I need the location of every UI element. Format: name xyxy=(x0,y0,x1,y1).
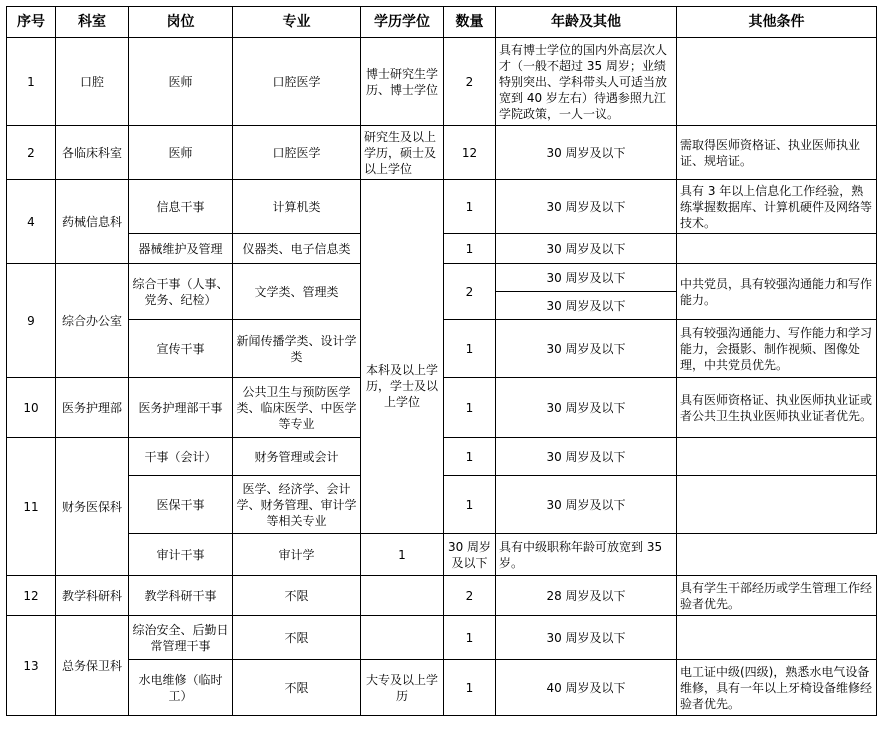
cell-num: 1 xyxy=(444,476,496,534)
cell-age: 28 周岁及以下 xyxy=(496,576,677,616)
cell-dept: 医务护理部 xyxy=(56,378,129,438)
table-row xyxy=(7,576,877,616)
shared-edu-text: 本科及以上学历，学士及以上学位 xyxy=(365,363,438,409)
cell-other: 具有学生干部经历或学生管理工作经验者优先。 xyxy=(677,576,877,616)
cell-other: 具有中级职称年龄可放宽到 35 岁。 xyxy=(496,534,677,576)
table-row xyxy=(7,660,877,716)
cell-major: 不限 xyxy=(233,616,361,660)
cell-major: 口腔医学 xyxy=(233,126,361,180)
header-cell: 科室 xyxy=(56,7,129,38)
cell-major: 审计学 xyxy=(233,534,361,576)
cell-other xyxy=(677,234,877,264)
cell-age: 40 周岁及以下 xyxy=(496,660,677,716)
cell-num: 1 xyxy=(444,320,496,378)
cell-no: 2 xyxy=(7,126,56,180)
header-cell: 其他条件 xyxy=(677,7,877,38)
header-cell: 序号 xyxy=(7,7,56,38)
cell-other: 具有较强沟通能力、写作能力和学习能力，会摄影、制作视频、图像处理，中共党员优先。 xyxy=(677,320,877,378)
cell-post: 医保干事 xyxy=(129,476,233,534)
cell-no: 9 xyxy=(7,264,56,378)
cell-age: 30 周岁及以下 xyxy=(496,320,677,378)
table-row xyxy=(7,180,877,234)
cell-major: 文学类、管理类 xyxy=(233,264,361,320)
cell-edu-empty xyxy=(361,616,444,660)
cell-post: 医务护理部干事 xyxy=(129,378,233,438)
header-cell: 学历学位 xyxy=(361,7,444,38)
cell-age: 30 周岁及以下 xyxy=(496,292,677,320)
cell-age: 30 周岁及以下 xyxy=(496,180,677,234)
cell-edu: 大专及以上学历 xyxy=(361,660,444,716)
cell-num: 12 xyxy=(444,126,496,180)
cell-num: 1 xyxy=(444,378,496,438)
cell-edu-empty xyxy=(361,576,444,616)
cell-age: 30 周岁及以下 xyxy=(496,126,677,180)
cell-no: 4 xyxy=(7,180,56,264)
cell-dept: 财务医保科 xyxy=(56,438,129,576)
table-row xyxy=(7,38,877,126)
cell-post: 信息干事 xyxy=(129,180,233,234)
cell-age: 30 周岁及以下 xyxy=(496,378,677,438)
header-row xyxy=(7,7,877,38)
cell-num: 1 xyxy=(444,660,496,716)
cell-dept: 口腔 xyxy=(56,38,129,126)
cell-num: 2 xyxy=(444,264,496,320)
cell-major: 不限 xyxy=(233,576,361,616)
cell-major: 新闻传播学类、设计学类 xyxy=(233,320,361,378)
header-cell: 数量 xyxy=(444,7,496,38)
cell-other: 具有 3 年以上信息化工作经验，熟练掌握数据库、计算机硬件及网络等技术。 xyxy=(677,180,877,234)
cell-post: 教学科研干事 xyxy=(129,576,233,616)
cell-edu: 研究生及以上学历，硕士及以上学位 xyxy=(361,126,444,180)
cell-num: 1 xyxy=(444,616,496,660)
cell-no: 10 xyxy=(7,378,56,438)
cell-num: 2 xyxy=(444,38,496,126)
cell-num: 1 xyxy=(444,234,496,264)
cell-edu-shared xyxy=(361,180,444,534)
cell-dept: 药械信息科 xyxy=(56,180,129,264)
cell-age: 30 周岁及以下 xyxy=(496,476,677,534)
cell-dept: 各临床科室 xyxy=(56,126,129,180)
cell-age: 30 周岁及以下 xyxy=(496,438,677,476)
cell-post: 综治安全、后勤日常管理干事 xyxy=(129,616,233,660)
cell-major: 公共卫生与预防医学类、临床医学、中医学等专业 xyxy=(233,378,361,438)
cell-dept: 教学科研科 xyxy=(56,576,129,616)
table-row xyxy=(7,126,877,180)
cell-dept: 综合办公室 xyxy=(56,264,129,378)
cell-other xyxy=(677,438,877,476)
cell-major: 财务管理或会计 xyxy=(233,438,361,476)
cell-num: 1 xyxy=(444,438,496,476)
cell-post: 干事（会计） xyxy=(129,438,233,476)
header-cell: 年龄及其他 xyxy=(496,7,677,38)
cell-age: 30 周岁及以下 xyxy=(496,234,677,264)
cell-edu: 博士研究生学历、博士学位 xyxy=(361,38,444,126)
header-cell: 专业 xyxy=(233,7,361,38)
cell-age: 30 周岁及以下 xyxy=(496,616,677,660)
cell-num: 2 xyxy=(444,576,496,616)
table-row xyxy=(7,616,877,660)
cell-dept: 总务保卫科 xyxy=(56,616,129,716)
cell-age: 30 周岁及以下 xyxy=(496,264,677,292)
cell-no: 1 xyxy=(7,38,56,126)
cell-post: 器械维护及管理 xyxy=(129,234,233,264)
cell-post: 医师 xyxy=(129,126,233,180)
cell-other xyxy=(677,616,877,660)
cell-other xyxy=(677,476,877,534)
header-cell: 岗位 xyxy=(129,7,233,38)
cell-other xyxy=(677,38,877,126)
cell-age: 30 周岁及以下 xyxy=(444,534,496,576)
cell-no: 11 xyxy=(7,438,56,576)
cell-age: 具有博士学位的国内外高层次人才（一般不超过 35 周岁；业绩特别突出、学科带头人可适当放宽到 40 岁左右）待遇参照九江学院政策，一人一议。 xyxy=(496,38,677,126)
cell-post: 医师 xyxy=(129,38,233,126)
cell-other: 中共党员，具有较强沟通能力和写作能力。 xyxy=(677,264,877,320)
cell-major: 计算机类 xyxy=(233,180,361,234)
cell-other: 电工证中级(四级)，熟悉水电气设备维修，具有一年以上牙椅设备维修经验者优先。 xyxy=(677,660,877,716)
cell-post: 水电维修（临时工） xyxy=(129,660,233,716)
cell-major: 医学、经济学、会计学、财务管理、审计学等相关专业 xyxy=(233,476,361,534)
cell-post: 综合干事（人事、党务、纪检） xyxy=(129,264,233,320)
recruitment-table xyxy=(6,6,877,716)
cell-no: 12 xyxy=(7,576,56,616)
cell-no: 13 xyxy=(7,616,56,716)
cell-major: 口腔医学 xyxy=(233,38,361,126)
cell-post: 审计干事 xyxy=(129,534,233,576)
cell-num: 1 xyxy=(361,534,444,576)
cell-other: 需取得医师资格证、执业医师执业证、规培证。 xyxy=(677,126,877,180)
cell-major: 仪器类、电子信息类 xyxy=(233,234,361,264)
cell-other: 具有医师资格证、执业医师执业证或者公共卫生执业医师执业证者优先。 xyxy=(677,378,877,438)
cell-num: 1 xyxy=(444,180,496,234)
cell-major: 不限 xyxy=(233,660,361,716)
cell-post: 宣传干事 xyxy=(129,320,233,378)
table-row xyxy=(7,534,877,576)
